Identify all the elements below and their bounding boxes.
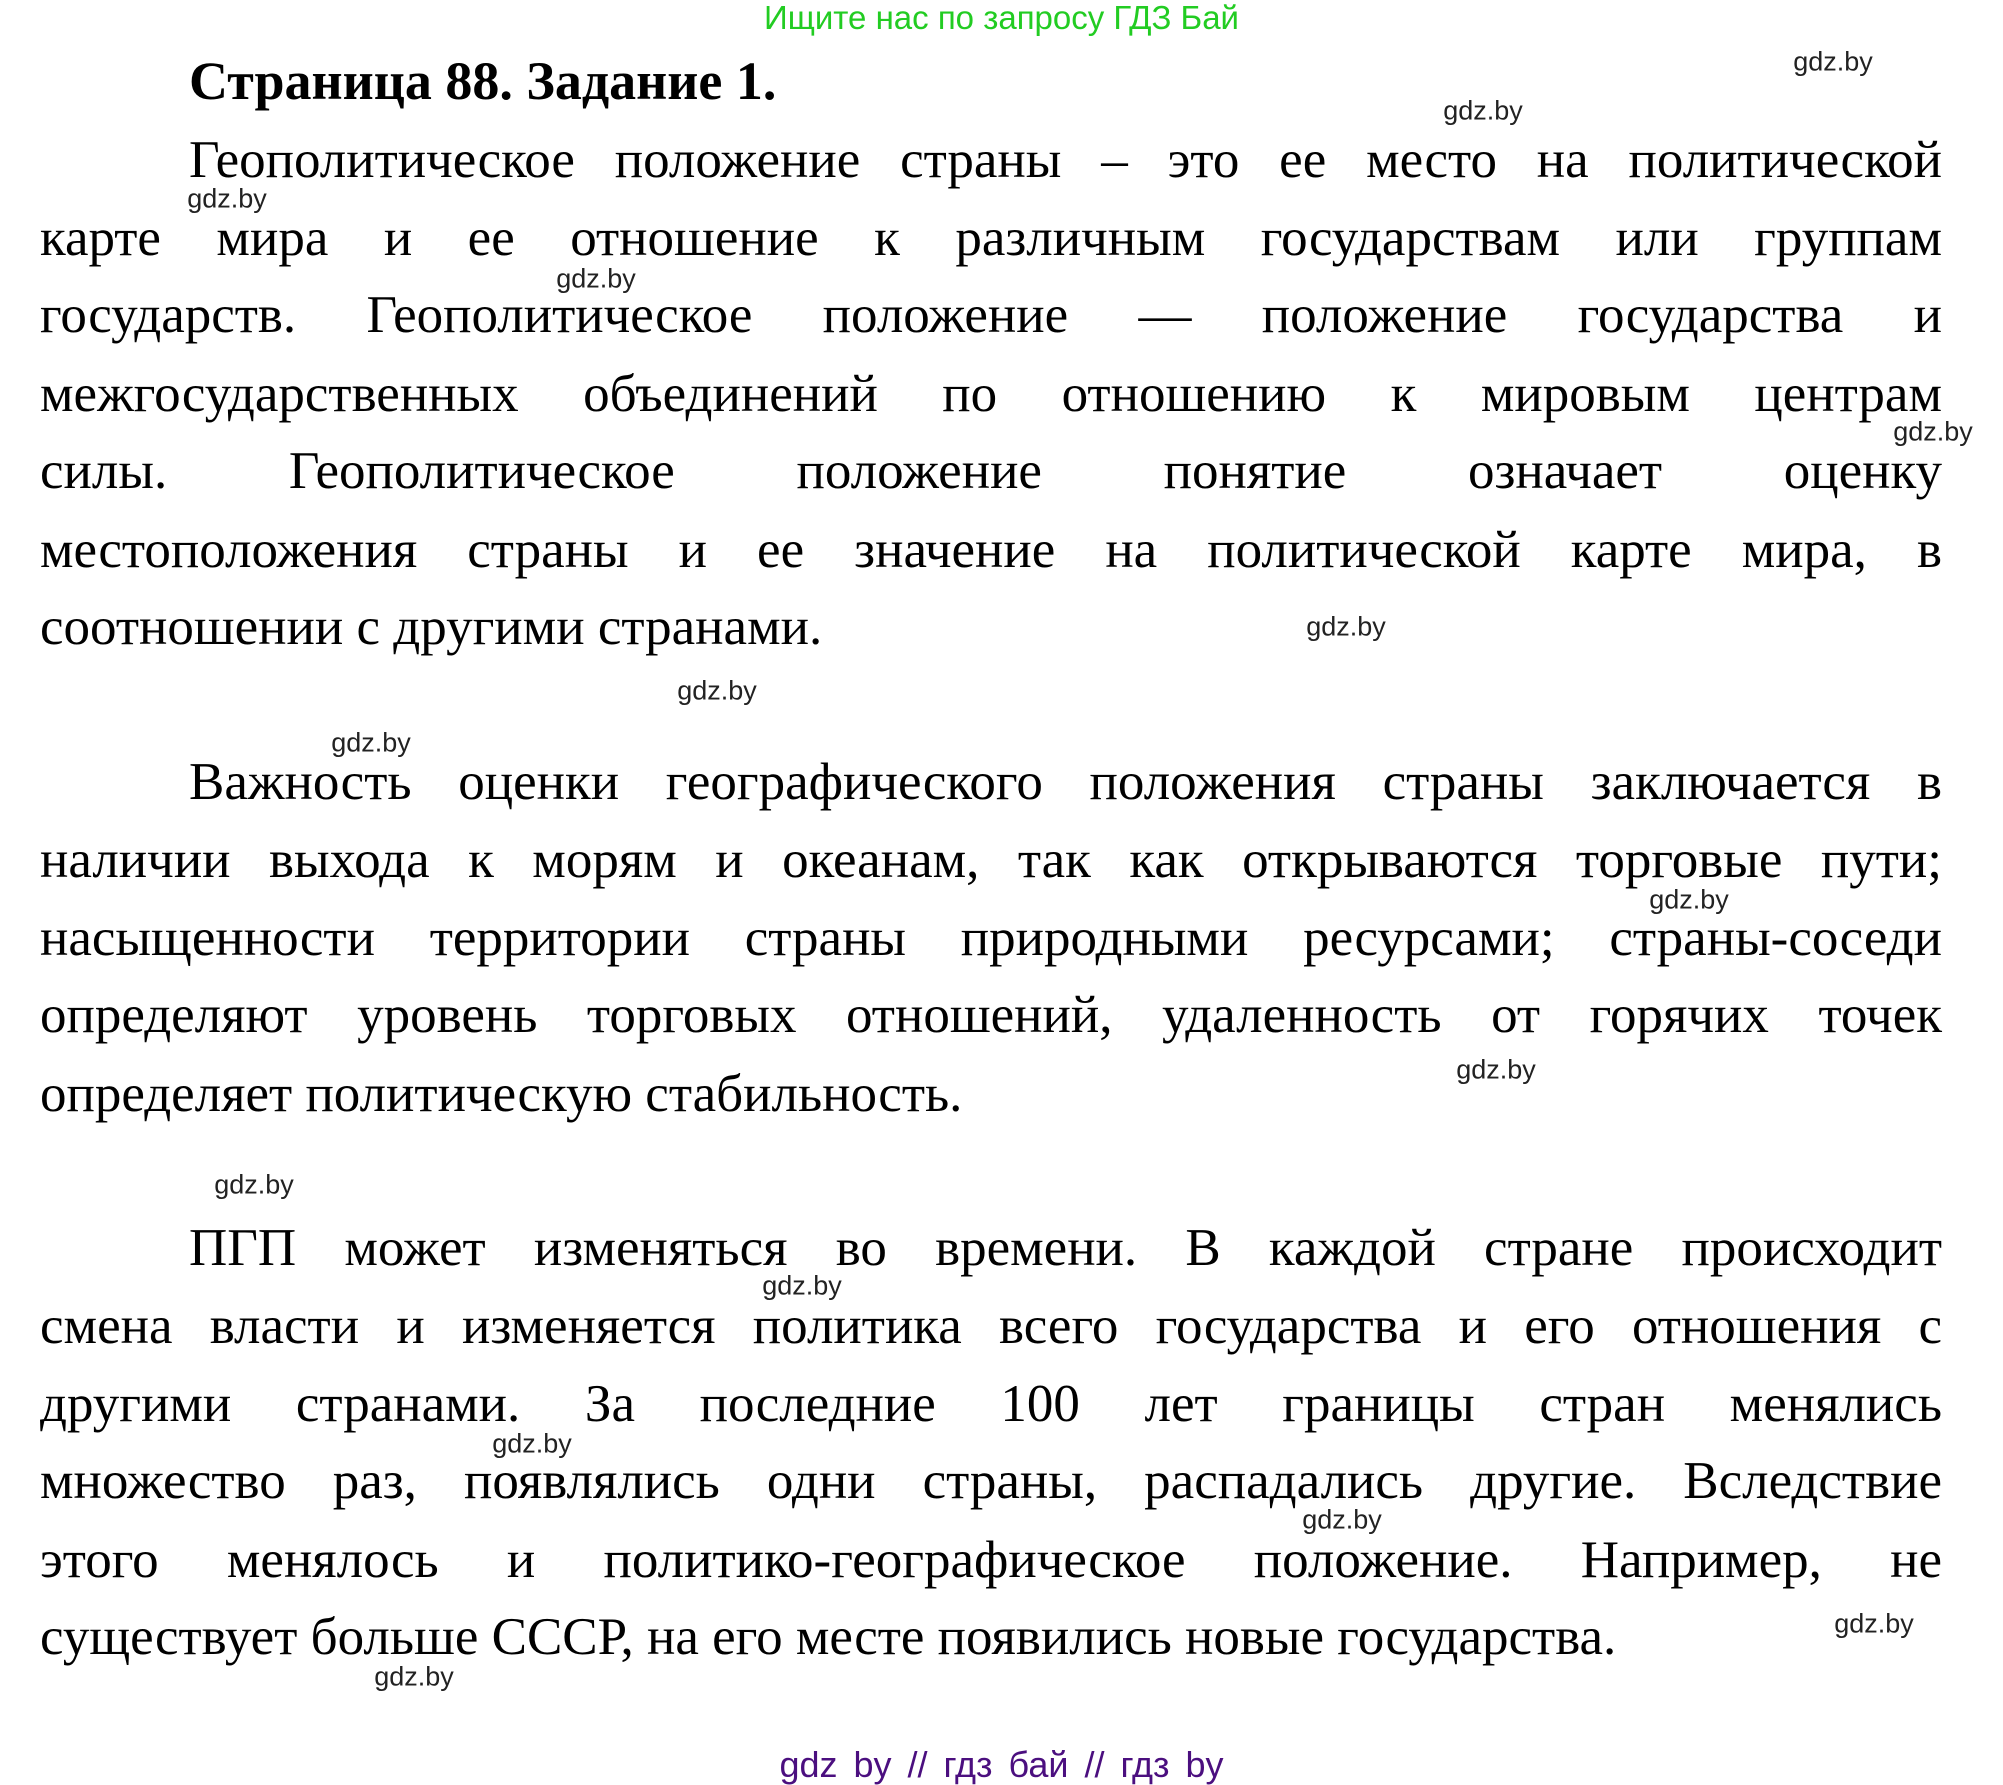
- text-line: множество раз, появлялись одни страны, распадались другие. Вследствие: [40, 1452, 1942, 1510]
- watermark: gdz.by: [1649, 884, 1729, 915]
- watermark: gdz.by: [1793, 46, 1873, 77]
- page-title: Страница 88. Задание 1.: [189, 51, 777, 111]
- watermark: gdz.by: [187, 183, 267, 214]
- search-banner: Ищите нас по запросу ГДЗ Бай: [764, 0, 1239, 36]
- text-line: этого менялось и политико-географическое положение. Например, не: [40, 1531, 1942, 1589]
- text-line: ПГП может изменяться во времени. В каждой стране происходит: [189, 1219, 1942, 1277]
- text-line: насыщенности территории страны природными ресурсами; страны-соседи: [40, 909, 1942, 967]
- watermark: gdz.by: [677, 675, 757, 706]
- watermark: gdz.by: [1302, 1504, 1382, 1535]
- text-line: силы. Геополитическое положение понятие означает оценку: [40, 442, 1942, 500]
- text-line: карте мира и ее отношение к различным государствам или группам: [40, 209, 1942, 267]
- text-line: государств. Геополитическое положение — положение государства и: [40, 286, 1942, 344]
- watermark: gdz.by: [492, 1428, 572, 1459]
- text-line: определяет политическую стабильность.: [40, 1065, 963, 1123]
- text-line: определяют уровень торговых отношений, удаленность от горячих точек: [40, 986, 1942, 1044]
- watermark: gdz.by: [374, 1661, 454, 1692]
- watermark: gdz.by: [762, 1270, 842, 1301]
- text-line: местоположения страны и ее значение на политической карте мира, в: [40, 521, 1942, 579]
- text-line: Геополитическое положение страны – это ее место на политической: [189, 131, 1942, 189]
- text-line: наличии выхода к морям и океанам, так как открываются торговые пути;: [40, 831, 1942, 889]
- watermark: gdz.by: [331, 727, 411, 758]
- text-line: соотношении с другими странами.: [40, 598, 823, 656]
- text-line: смена власти и изменяется политика всего государства и его отношения с: [40, 1297, 1942, 1355]
- watermark: gdz.by: [556, 263, 636, 294]
- text-line: существует больше СССР, на его месте появились новые государства.: [40, 1608, 1617, 1666]
- text-line: Важность оценки географического положения страны заключается в: [189, 753, 1942, 811]
- watermark: gdz.by: [214, 1169, 294, 1200]
- text-line: другими странами. За последние 100 лет границы стран менялись: [40, 1375, 1942, 1433]
- text-line: межгосударственных объединений по отношению к мировым центрам: [40, 365, 1942, 423]
- footer-links: gdz by // гдз бай // гдз by: [779, 1744, 1224, 1785]
- watermark: gdz.by: [1456, 1054, 1536, 1085]
- watermark: gdz.by: [1893, 416, 1973, 447]
- watermark: gdz.by: [1443, 95, 1523, 126]
- watermark: gdz.by: [1834, 1608, 1914, 1639]
- watermark: gdz.by: [1306, 611, 1386, 642]
